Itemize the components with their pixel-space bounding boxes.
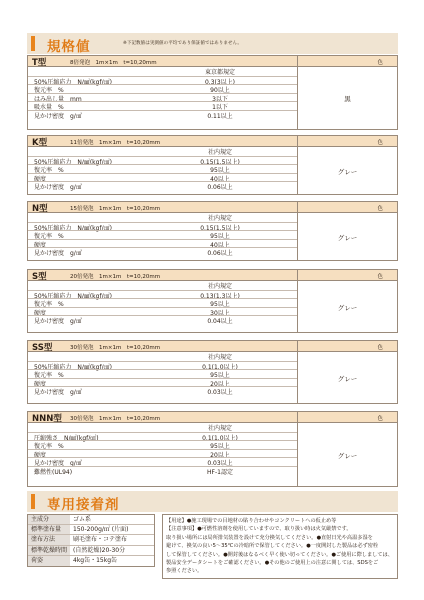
section-accent-bar [31,36,35,51]
table-row [28,290,297,299]
spec-standard-row [28,213,297,222]
property-value: 3以下 [212,95,228,103]
property-label: 復元率 % [34,443,64,451]
property-label: 50%圧縮応力 N/㎟(kgf/㎠) [34,158,112,166]
table-row [28,386,297,395]
table-row [28,239,297,248]
adhesive-value: 4kg缶・15kg缶 [73,556,118,564]
property-value: 95以上 [210,301,230,309]
table-row [28,230,297,239]
property-value: 0.04以上 [207,318,233,326]
table-row [28,315,297,324]
property-value: 95以上 [210,167,230,175]
adhesive-key: 主成分 [28,515,70,524]
property-label: 復元率 % [34,233,64,241]
spec-table [27,411,398,487]
color-column-header: 色 [377,140,383,146]
color-column-header: 色 [377,345,383,351]
property-label: 復元率 % [34,87,64,95]
type-description: 30倍発泡 1m×1m t=10,20mm [70,345,161,351]
table-row [28,525,154,535]
spec-standard-label: 社内規定 [207,149,232,156]
table-row [28,369,297,378]
type-description: 15倍発泡 1m×1m t=10,20mm [70,206,161,212]
property-value: 0.15(1.5以上) [200,224,240,232]
note-line: して保管してください。●開封後はなるべく早く使い切ってください。●ご使用に際しましては、 [166,551,393,558]
property-value: 40以上 [210,241,230,249]
spec-standard-label: 社内規定 [207,215,232,222]
property-value: 30以上 [210,309,230,317]
spec-table [27,269,398,333]
table-row [28,466,297,475]
property-label: 見かけ密度 g/㎤ [34,318,82,326]
note-line: 【注意事項】●可燃性溶剤を使用していますので、取り扱い時は火気厳禁です。 [166,526,352,533]
property-label: 見かけ密度 g/㎤ [34,460,82,468]
property-value: 0.03以上 [207,389,233,397]
property-value: 0.03以上 [207,460,233,468]
property-value: 0.11以上 [207,113,233,120]
property-value: 95以上 [210,372,230,380]
table-row [28,546,154,556]
adhesive-key: 荷姿 [28,556,70,566]
spec-standard-row [28,67,297,76]
color-value: グレー [337,303,358,312]
color-value: 黒 [344,95,351,103]
type-description: 20倍発泡 1m×1m t=10,20mm [70,274,161,280]
type-description: 30倍発泡 1m×1m t=10,20mm [70,416,161,422]
color-column-header: 色 [377,416,383,422]
adhesive-section-header [27,491,398,512]
property-label: 50%圧縮応力 N/㎟(kgf/㎠) [34,78,112,86]
table-row [28,247,297,256]
spec-standard-label: 社内規定 [207,354,232,361]
table-row [28,181,297,190]
property-value: 95以上 [210,443,230,451]
type-name: S型 [32,272,47,282]
spec-table-header [28,136,397,147]
section-accent-bar [31,494,35,509]
property-label: 圧縮強さ N/㎟(kgf/㎠) [34,434,99,442]
table-row [28,378,297,387]
table-row [28,449,297,458]
spec-table-header [28,56,397,67]
property-label: 硬度 [34,309,47,317]
type-name: NNN型 [32,414,62,424]
property-value: 95以上 [210,233,230,241]
adhesive-value: 150-200g/㎡ (片面) [73,526,129,534]
spec-table-header [28,270,397,281]
color-value: グレー [337,233,358,242]
property-value: 20以上 [210,451,230,459]
color-value: グレー [337,167,358,176]
property-label: 硬度 [34,451,47,459]
note-line: 参照ください。 [166,568,203,575]
spec-standard-row [28,147,297,156]
table-row [28,440,297,449]
type-description: 8倍発泡 1m×1m t=10,20mm [70,60,157,66]
table-row [28,76,297,85]
spec-standard-label: 社内規定 [207,283,232,290]
property-value: 0.1(1.0以上) [202,434,238,442]
spec-table [27,201,398,261]
note-line: 【用途】●施工現場での目地材の貼り合わせやコンクリートへの仮止め等 [166,518,337,524]
note-line: 製品安全データシートをご確認ください。●その他のご使用上の注意に関しては、SDSをご [166,560,379,567]
color-column-header: 色 [377,60,383,66]
table-row [28,101,297,110]
property-label: 見かけ密度 g/㎤ [34,184,82,192]
spec-table-header [28,412,397,423]
property-value: 40以上 [210,175,230,183]
table-row [28,298,297,307]
table-row [28,535,154,545]
property-label: 見かけ密度 g/㎤ [34,250,82,258]
table-row [28,457,297,466]
adhesive-key: 塗布方法 [28,535,70,544]
property-value: 0.13(1.3以上) [200,292,240,300]
note-line: 避けて、換気の良い5〜35℃の冷暗所で保管してください。●一度開封した製品は必ず密栓 [166,543,379,550]
note-line: 取り扱い場所には局所排気装置を設けて充分換気してください。●直射日光や高温多湿を [166,534,373,541]
table-row [28,515,154,525]
type-name: N型 [32,204,48,214]
adhesive-notes [162,514,398,579]
table-row [28,432,297,441]
spec-standard-label: 社内規定 [207,425,232,432]
column-divider [297,56,298,129]
property-value: 90以上 [210,87,230,95]
type-name: SS型 [32,343,53,353]
color-value: グレー [337,374,358,383]
type-description: 11倍発泡 1m×1m t=10,20mm [70,140,161,146]
column-divider [297,341,298,403]
property-value: 0.06以上 [207,250,233,258]
property-value: HF-1認定 [207,469,233,476]
property-label: 見かけ密度 g/㎤ [34,389,82,397]
table-row [28,173,297,182]
table-row [28,110,297,119]
adhesive-key: 標準乾燥時間 [28,546,70,555]
property-label: 50%圧縮応力 N/㎟(kgf/㎠) [34,292,112,300]
column-divider [297,202,298,260]
spec-standard-row [28,423,297,432]
spec-table [27,55,398,130]
adhesive-table [27,514,155,567]
property-label: 硬度 [34,241,47,249]
adhesive-value: (自然乾燥)20-30分 [73,546,126,554]
adhesive-key: 標準塗布量 [28,525,70,534]
table-row [28,164,297,173]
table-row [28,307,297,316]
color-column-header: 色 [377,274,383,280]
property-label: 吸水量 % [34,104,64,112]
property-label: 難燃性(UL94) [34,469,73,476]
type-name: K型 [32,138,48,148]
color-column-header: 色 [377,206,383,212]
property-value: 20以上 [210,380,230,388]
property-label: 硬度 [34,380,47,388]
table-row [28,93,297,102]
column-divider [297,270,298,332]
property-label: 50%圧縮応力 N/㎟(kgf/㎠) [34,363,112,371]
property-label: 見かけ密度 g/㎤ [34,113,82,120]
spec-table [27,340,398,404]
table-row [28,156,297,165]
property-label: はみ出し量 mm [34,95,82,103]
table-row [28,222,297,231]
property-label: 復元率 % [34,301,64,309]
spec-section-title: 規格値 [47,39,91,55]
spec-standard-label: 東京都規定 [204,69,235,76]
table-row [28,84,297,93]
column-divider [297,412,298,486]
table-row [28,361,297,370]
adhesive-value: ゴム系 [73,516,92,523]
table-row [28,556,154,566]
adhesive-section-title: 専用接着剤 [47,497,120,513]
spec-table-header [28,202,397,213]
property-label: 50%圧縮応力 N/㎟(kgf/㎠) [34,224,112,232]
column-divider [297,136,298,194]
type-name: T型 [32,58,47,68]
property-value: 0.1(1.0以上) [202,363,238,371]
spec-table-header [28,341,397,352]
adhesive-value: 刷毛塗布・コテ塗布 [73,536,128,544]
spec-section-header [27,33,398,54]
color-value: グレー [337,451,358,460]
property-value: 0.15(1.5以上) [200,158,240,166]
property-label: 復元率 % [34,372,64,380]
spec-table [27,135,398,195]
property-value: 1以下 [212,104,228,112]
spec-standard-row [28,281,297,290]
property-label: 硬度 [34,175,47,183]
spec-standard-row [28,352,297,361]
property-label: 復元率 % [34,167,64,175]
spec-section-note: ※下記数値は実測値の平均であり保証値ではありません。 [123,41,242,46]
property-value: 0.06以上 [207,184,233,192]
property-value: 0.3(3以上) [204,78,236,86]
